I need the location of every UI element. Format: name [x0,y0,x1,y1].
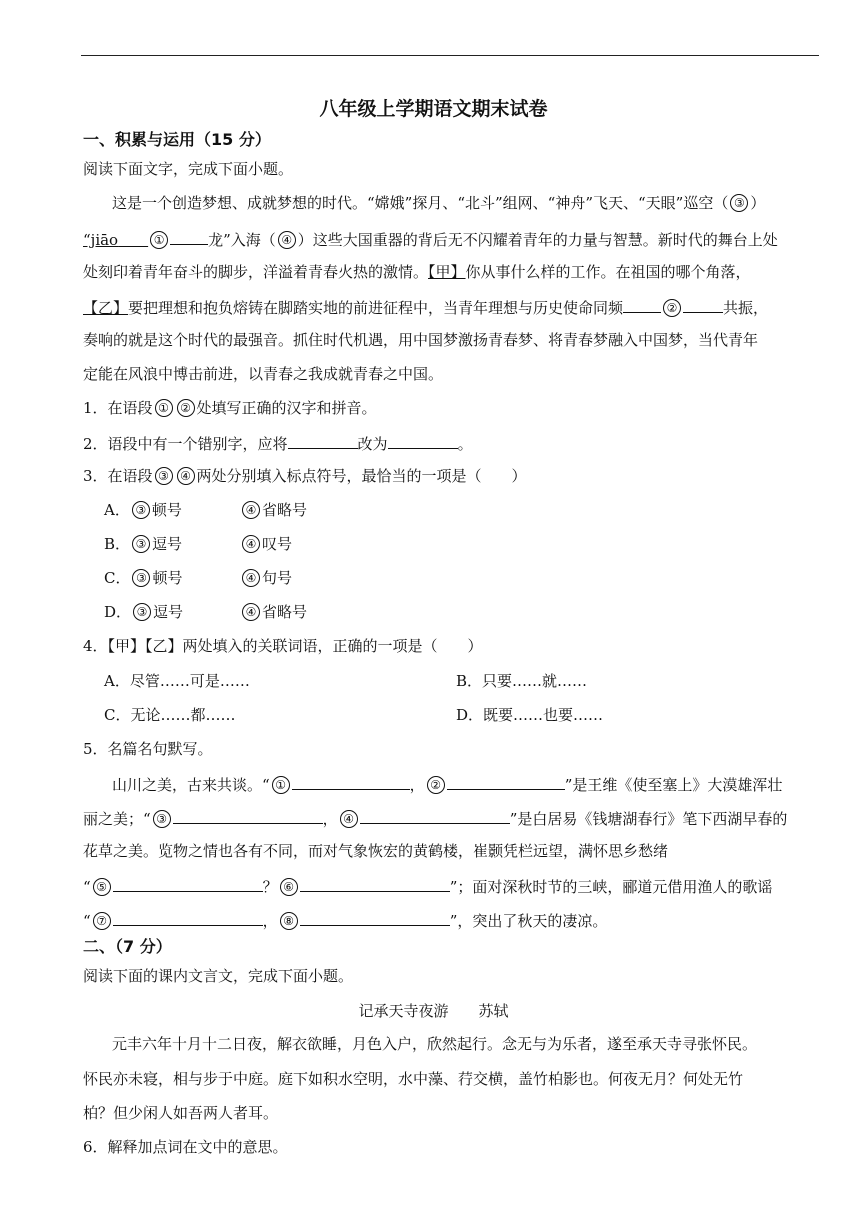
fill-blank[interactable] [170,228,208,245]
circle-number: ② [663,299,681,317]
header-rule [81,55,819,56]
question-5: 5．名篇名句默写。 [83,740,213,758]
classical-text-line-2: 怀民亦未寝，相与步于中庭。庭下如积水空明，水中藻、荇交横，盖竹柏影也。何夜无月？何处无竹 [83,1070,744,1088]
marker-jia: 【甲】 [428,263,466,281]
option-b[interactable]: B． ③ 逗号 [104,535,183,553]
text-title: 记承天寺夜游 苏轼 [358,1002,509,1020]
passage-line-3: 处刻印着青年奋斗的脚步，洋溢着青春火热的激情。【甲】你从事什么样的工作。在祖国的哪个角落， [83,263,751,281]
option-b-second: ④ 叹号 [240,534,292,554]
answer-blank[interactable] [388,432,458,449]
question-1: 1．在语段 ① ② 处填写正确的汉字和拼音。 [83,399,377,417]
passage-line-5: 奏响的就是这个时代的最强音。抓住时代机遇，用中国梦激扬青春梦、将青春梦融入中国梦，当代青年 [83,331,759,349]
q4-option-d[interactable]: D．既要……也要…… [456,706,604,724]
q5-line-2: 丽之美；“ ③ ， ④ ”是白居易《钱塘湖春行》笔下西湖早春的 [83,807,787,829]
option-d[interactable]: D． ③ 逗号 [104,603,184,621]
fill-blank[interactable] [623,296,661,313]
q5-line-4: “ ⑤ ？ ⑥ ”；面对深秋时节的三峡，郦道元借用渔人的歌谣 [83,875,772,897]
section1-intro: 阅读下面文字，完成下面小题。 [83,160,294,178]
answer-blank[interactable] [300,909,450,926]
question-3: 3．在语段 ③ ④ 两处分别填入标点符号，最恰当的一项是（ ） [83,467,527,485]
page-title: 八年级上学期语文期末试卷 [319,98,548,120]
q5-line-5: “ ⑦ ， ⑧ ”，突出了秋天的凄凉。 [83,909,607,931]
circle-number: ④ [278,231,296,249]
circle-number: ③ [730,194,748,212]
fill-blank[interactable] [683,296,723,313]
classical-text-line-1: 元丰六年十月十二日夜，解衣欲睡，月色入户，欣然起行。念无与为乐者，遂至承天寺寻张怀民。 [112,1035,758,1053]
author: 苏轼 [478,1002,509,1020]
section2-heading: 二、（7 分） [83,937,172,956]
question-4: 4．【甲】【乙】两处填入的关联词语，正确的一项是（ ） [83,637,483,655]
option-c[interactable]: C． ③ 顿号 [104,569,183,587]
answer-blank[interactable] [113,909,263,926]
passage-line-1: 这是一个创造梦想、成就梦想的时代。“嫦娥”探月、“北斗”组网、“神舟”飞天、“天眼”巡空（ ③ ） [112,194,766,212]
q4-option-a[interactable]: A．尽管……可是…… [104,672,250,690]
answer-blank[interactable] [173,807,323,824]
answer-blank[interactable] [288,432,358,449]
passage-line-6: 定能在风浪中博击前进，以青春之我成就青春之中国。 [83,365,444,383]
answer-blank[interactable] [113,875,263,892]
question-2: 2．语段中有一个错别字，应将 改为 。 [83,432,473,454]
question-6: 6．解释加点词在文中的意思。 [83,1138,288,1156]
classical-text-line-3: 柏？但少闲人如吾两人者耳。 [83,1104,279,1122]
section2-intro: 阅读下面的课内文言文，完成下面小题。 [83,967,354,985]
passage-line-4: 【乙】要把理想和抱负熔铸在脚踏实地的前进征程中，当青年理想与历史使命同频 ② 共振， [83,296,768,318]
passage-line-2: “jiāo ① 龙”入海（ ④ ）这些大国重器的背后无不闪耀着青年的力量与智慧。新时代的舞台上处 [83,228,778,250]
circle-number: ① [150,231,168,249]
q4-option-b[interactable]: B．只要……就…… [456,672,588,690]
marker-yi: 【乙】 [83,299,129,317]
q4-option-c[interactable]: C．无论……都…… [104,706,236,724]
q5-line-3: 花草之美。览物之情也各有不同，而对气象恢宏的黄鹤楼，崔颢凭栏远望，满怀思乡愁绪 [83,842,669,860]
answer-blank[interactable] [292,773,410,790]
option-a[interactable]: A． ③ 顿号 [104,501,182,519]
answer-blank[interactable] [300,875,450,892]
section1-heading: 一、积累与运用（15 分） [83,130,271,149]
answer-blank[interactable] [447,773,565,790]
answer-blank[interactable] [360,807,510,824]
option-c-second: ④ 句号 [240,568,292,588]
option-d-second: ④ 省略号 [240,602,307,622]
q5-line-1: 山川之美，古来共谈。“ ① ， ② ”是王维《使至塞上》大漠雄浑壮 [112,773,782,795]
option-a-second: ④ 省略号 [240,500,307,520]
